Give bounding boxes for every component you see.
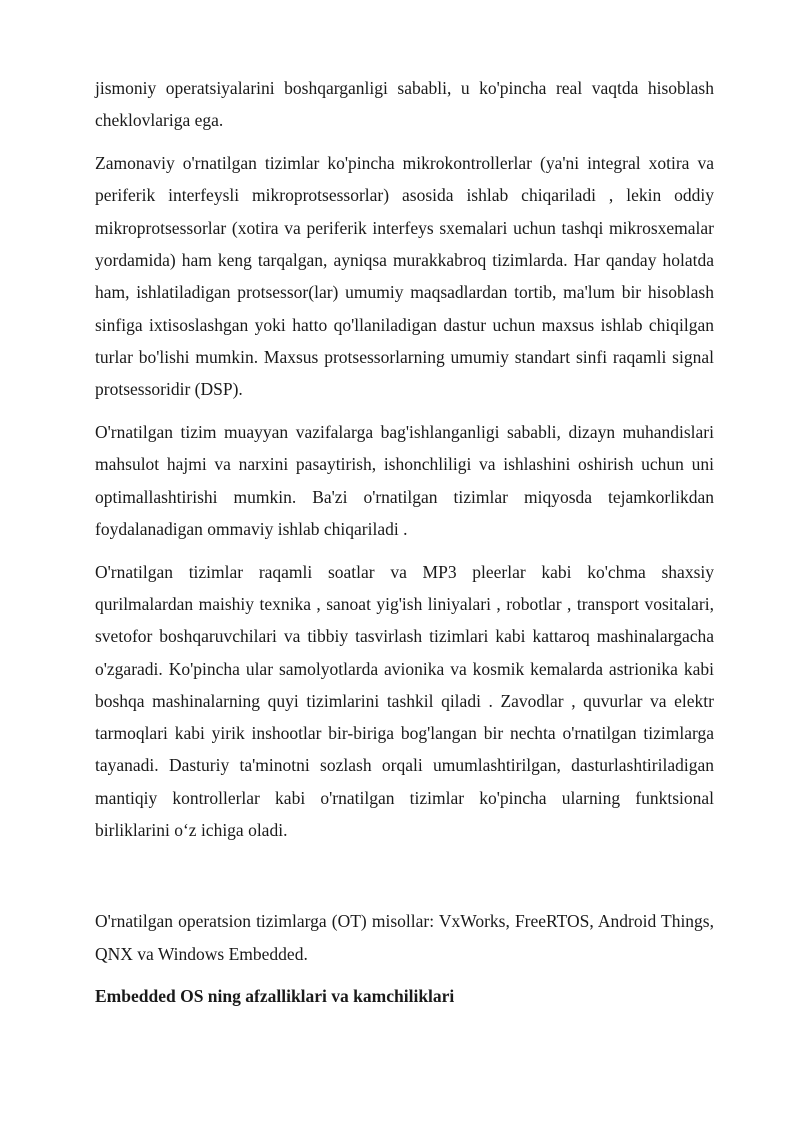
- paragraph-microcontrollers: Zamonaviy o'rnatilgan tizimlar ko'pincha mikrokontrollerlar (ya'ni integral xotira va periferik interfeysli mikroprotsessorlar) asosida ishlab chiqariladi , lekin oddiy mikroprotsessorlar (xotira va periferik interfeys sxemalari uchun tashqi mikrosxemalar yordamida) ham keng tarqalgan, ayniqsa murakkabroq tizimlarda. Har qanday holatda ham, ishlatiladigan protsessor(lar) umumiy maqsadlardan tortib, ma'lum bir hisoblash sinfiga ixtisoslashgan yoki hatto qo'llaniladigan dastur uchun maxsus ishlab chiqilgan turlar bo'lishi mumkin. Maxsus protsessorlarning umumiy standart sinfi raqamli signal protsessoridir (DSP).: [95, 153, 714, 400]
- paragraph-optimization: O'rnatilgan tizim muayyan vazifalarga bag'ishlanganligi sababli, dizayn muhandislari mahsulot hajmi va narxini pasaytirish, ishonchliligi va ishlashini oshirish uchun uni optimallashtirishi mumkin. Ba'zi o'rnatilgan tizimlar miqyosda tejamkorlikdan foydalanadigan ommaviy ishlab chiqariladi .: [95, 421, 714, 539]
- document-page: [95, 72, 714, 1023]
- section-heading: Embedded OS ning afzalliklari va kamchiliklari: [95, 986, 455, 1007]
- paragraph-examples-of-systems: O'rnatilgan tizimlar raqamli soatlar va MP3 pleerlar kabi ko'chma shaxsiy qurilmalardan maishiy texnika , sanoat yig'ish liniyalari , robotlar , transport vositalari, svetofor boshqaruvchilari va tibbiy tasvirlash tizimlari kabi kattaroq mashinalargacha o'zgaradi. Ko'pincha ular samolyotlarda avionika va kosmik kemalarda astrionika kabi boshqa mashinalarning quyi tizimlarini tashkil qiladi . Zavodlar , quvurlar va elektr tarmoqlari kabi yirik inshootlar bir-biriga bog'langan bir nechta o'rnatilgan tizimlarga tayanadi. Dasturiy ta'minotni sozlash orqali umumlashtirilgan, dasturlashtiriladigan mantiqiy kontrollerlar kabi o'rnatilgan tizimlar ko'pincha ularning funktsional birliklarini o‘z ichiga oladi.: [95, 561, 714, 841]
- paragraph-realtime-constraints: jismoniy operatsiyalarini boshqarganligi sababli, u ko'pincha real vaqtda hisoblash cheklovlariga ega.: [95, 78, 714, 131]
- paragraph-os-examples: O'rnatilgan operatsion tizimlarga (OT) misollar: VxWorks, FreeRTOS, Android Things, QNX va Windows Embedded.: [95, 911, 714, 964]
